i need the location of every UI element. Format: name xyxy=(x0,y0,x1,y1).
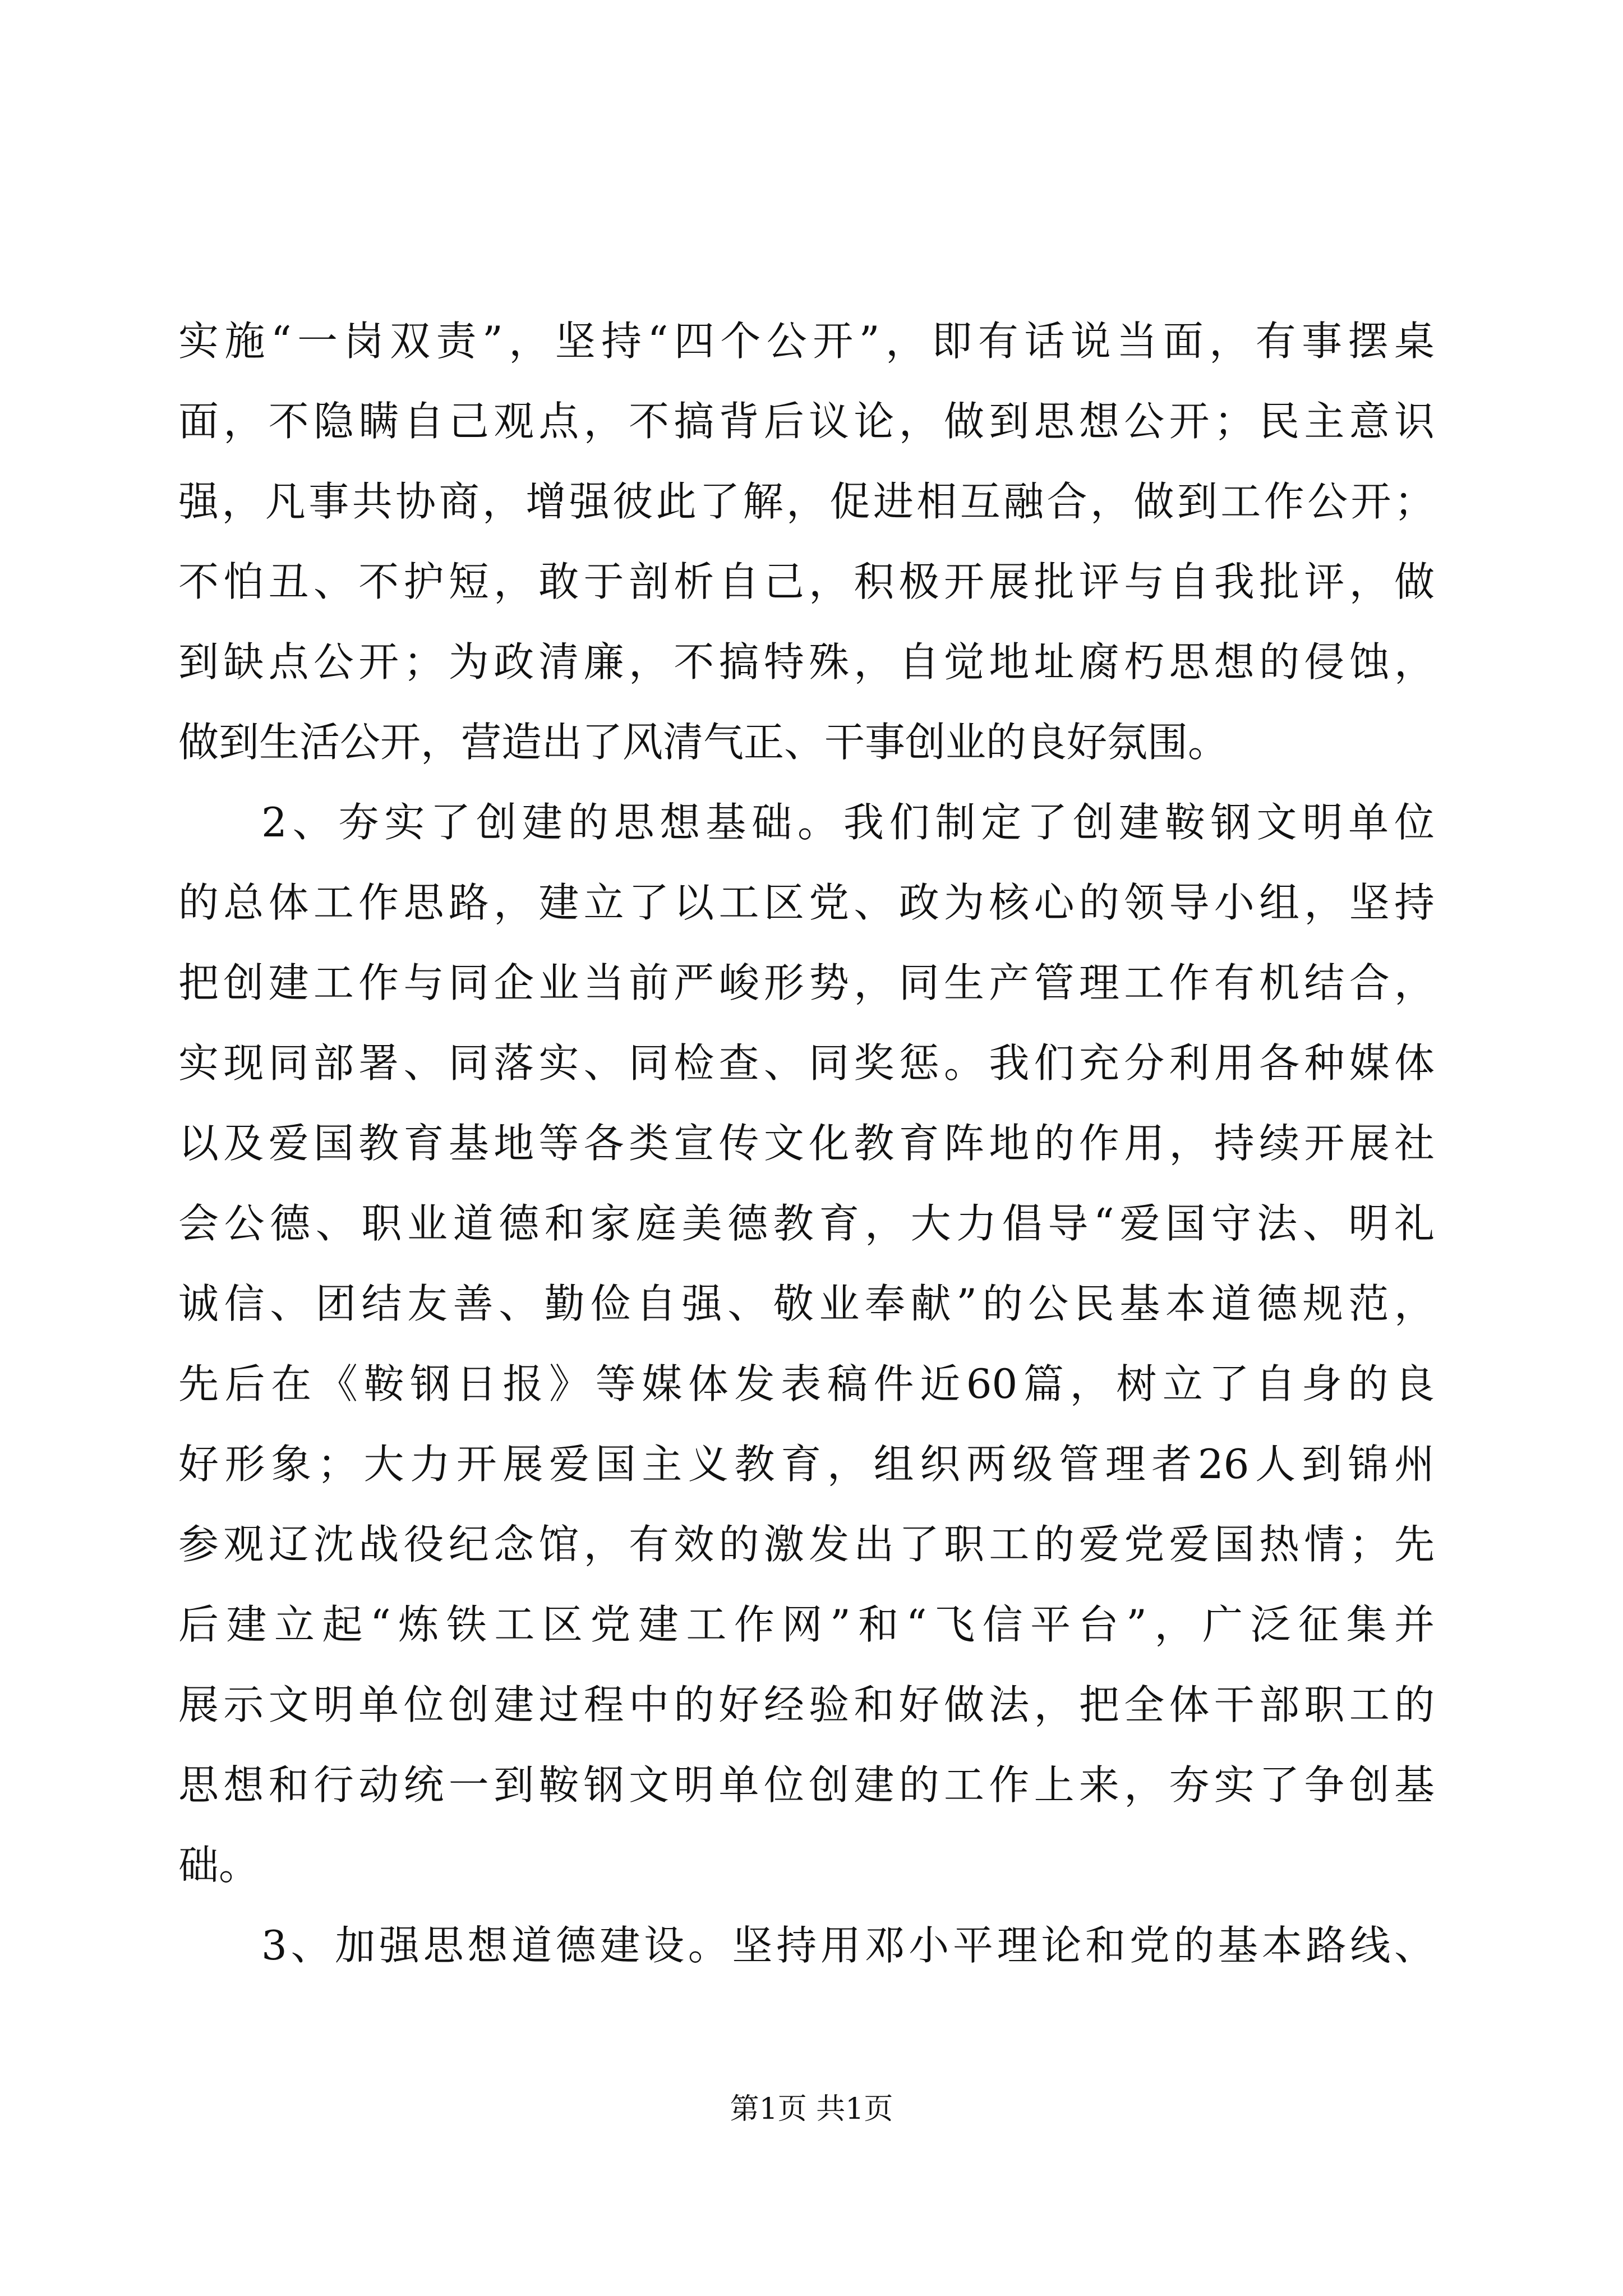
text-line: 不怕丑、不护短，敢于剖析自己，积极开展批评与自我批评，做 xyxy=(178,558,1435,605)
paragraph-2-first-line: 2、夯实了创建的思想基础。我们制定了创建鞍钢文明单位 xyxy=(261,799,1435,846)
text-line: 后建立起“炼铁工区党建工作网”和“飞信平台”，广泛征集并 xyxy=(178,1601,1435,1648)
text-line: 的总体工作思路，建立了以工区党、政为核心的领导小组，坚持 xyxy=(178,879,1435,926)
paragraph-end-line: 础。 xyxy=(178,1842,260,1889)
text-line: 思想和行动统一到鞍钢文明单位创建的工作上来，夯实了争创基 xyxy=(178,1761,1435,1809)
paragraph-end-line: 做到生活公开，营造出了风清气正、干事创业的良好氛围。 xyxy=(178,719,1229,766)
text-line: 以及爱国教育基地等各类宣传文化教育阵地的作用，持续开展社 xyxy=(178,1120,1435,1167)
text-line: 展示文明单位创建过程中的好经验和好做法，把全体干部职工的 xyxy=(178,1681,1435,1728)
text-line: 实施“一岗双责”，坚持“四个公开”，即有话说当面，有事摆桌 xyxy=(178,318,1435,365)
text-line: 会公德、职业道德和家庭美德教育，大力倡导“爱国守法、明礼 xyxy=(178,1200,1435,1247)
text-line: 参观辽沈战役纪念馆，有效的激发出了职工的爱党爱国热情；先 xyxy=(178,1521,1435,1568)
text-line: 面，不隐瞒自己观点，不搞背后议论，做到思想公开；民主意识 xyxy=(178,398,1435,445)
text-line: 实现同部署、同落实、同检查、同奖惩。我们充分利用各种媒体 xyxy=(178,1039,1435,1087)
text-line: 好形象；大力开展爱国主义教育，组织两级管理者26人到锦州 xyxy=(178,1441,1435,1488)
text-line: 到缺点公开；为政清廉，不搞特殊，自觉地址腐朽思想的侵蚀， xyxy=(178,638,1435,685)
text-line: 强，凡事共协商，增强彼此了解，促进相互融合，做到工作公开； xyxy=(178,478,1435,525)
text-line: 先后在《鞍钢日报》等媒体发表稿件近60篇，树立了自身的良 xyxy=(178,1360,1435,1407)
text-line: 把创建工作与同企业当前严峻形势，同生产管理工作有机结合， xyxy=(178,959,1435,1006)
page-footer: 第1页 共1页 xyxy=(730,2092,893,2126)
paragraph-3-first-line: 3、加强思想道德建设。坚持用邓小平理论和党的基本路线、 xyxy=(261,1922,1435,1969)
text-line: 诚信、团结友善、勤俭自强、敬业奉献”的公民基本道德规范， xyxy=(178,1280,1435,1327)
